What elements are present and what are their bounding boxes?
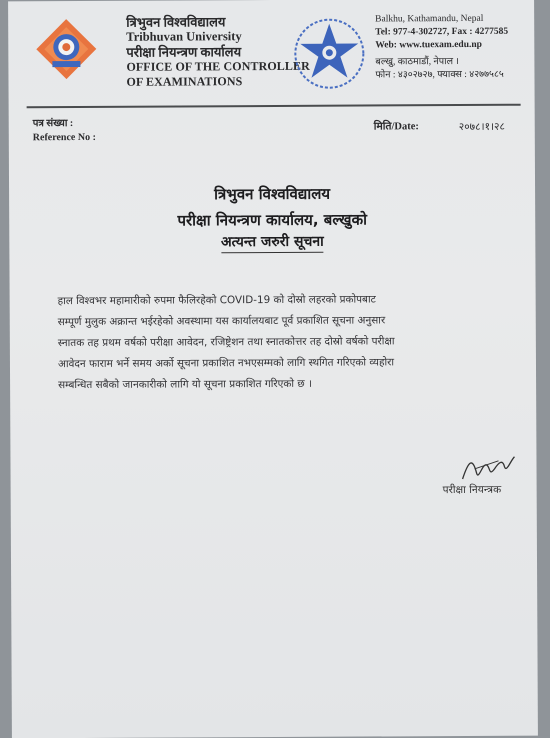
urgent-notice-text: अत्यन्त जरुरी सूचना bbox=[221, 234, 324, 254]
notice-document bbox=[8, 0, 538, 738]
reference-block bbox=[33, 117, 96, 145]
patra-sankhya-label: पत्र संख्या : bbox=[32, 118, 74, 130]
office-name-en-line2: OF EXAMINATIONS bbox=[126, 74, 243, 89]
tribhuvan-university-logo-icon bbox=[34, 17, 98, 81]
website: Web: www.tuexam.edu.np bbox=[375, 39, 482, 51]
university-name-np: त्रिभुवन विश्वविद्यालय bbox=[126, 14, 226, 30]
header-divider bbox=[27, 104, 521, 109]
handwritten-signature bbox=[458, 451, 518, 485]
date-value: २०७८।१।२८ bbox=[458, 121, 505, 134]
body-line: सम्बन्धित सबैको जानकारीको लागि यो सूचना प्रकाशित गरिएको छ । bbox=[58, 377, 312, 392]
office-name-np: परीक्षा नियन्त्रण कार्यालय bbox=[126, 44, 242, 60]
notice-body bbox=[58, 289, 493, 396]
signer-title: परीक्षा नियन्त्रक bbox=[442, 483, 502, 497]
reference-no-label: Reference No : bbox=[32, 131, 96, 144]
address-en: Balkhu, Kathamandu, Nepal bbox=[375, 13, 484, 25]
body-line: स्नातक तह प्रथम वर्षको परीक्षा आवेदन, रजिष्ट्रेशन तथा स्नातकोत्तर तह दोस्रो वर्षको परीक्षा bbox=[57, 335, 395, 350]
office-name-en-line1: OFFICE OF THE CONTROLLER bbox=[126, 58, 310, 74]
contact-block bbox=[375, 13, 508, 83]
date-label: मिति/Date: bbox=[373, 121, 419, 133]
office-seal-star-icon bbox=[290, 13, 368, 93]
title-urgent-notice bbox=[9, 231, 535, 253]
university-header bbox=[126, 14, 310, 90]
phone-np: फोन : ४३०२७२७, फ्याक्स : ४२७७५८५ bbox=[375, 69, 504, 81]
body-line: सम्पूर्ण मुलुक अक्रान्त भईरहेको अवस्थामा यस कार्यालयबाट पूर्व प्रकाशित सूचना अनुसार bbox=[57, 314, 386, 329]
title-office: परीक्षा नियन्त्रण कार्यालय, बल्खुको bbox=[177, 210, 368, 230]
university-name-en: Tribhuvan University bbox=[126, 29, 242, 44]
tel-fax: Tel: 977-4-302727, Fax : 4277585 bbox=[375, 26, 509, 38]
body-line: हाल विश्वभर महामारीको रुपमा फैलिरहेको COVID-19 को दोस्रो लहरको प्रकोपबाट bbox=[57, 293, 376, 308]
title-university: त्रिभुवन विश्वविद्यालय bbox=[214, 184, 331, 204]
body-line: आवेदन फाराम भर्ने समय अर्को सूचना प्रकाशित नभएसम्मको लागि स्थगित गरिएको व्यहोरा bbox=[57, 356, 395, 371]
address-np: बल्खु, काठमाडौं, नेपाल । bbox=[375, 57, 460, 68]
